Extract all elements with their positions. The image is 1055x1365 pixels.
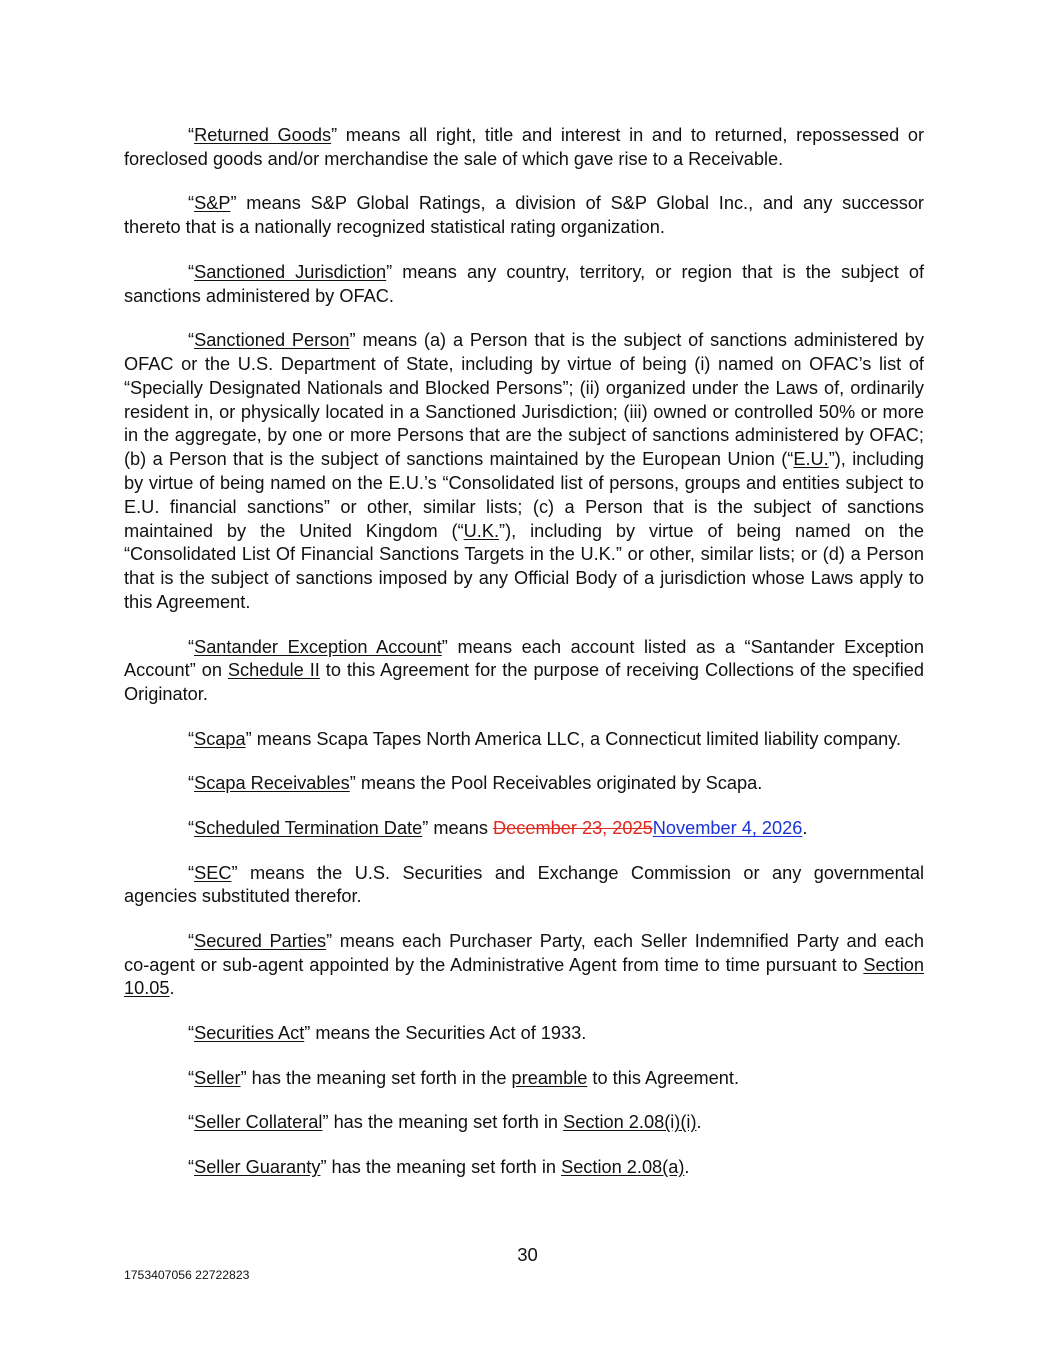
definition-seller	[124, 1067, 924, 1091]
document-body	[124, 124, 924, 1200]
close-quote: ”	[386, 261, 393, 282]
section-reference: Section 10.05	[124, 954, 924, 999]
page-number: 30	[517, 1244, 538, 1265]
open-quote: “	[188, 1112, 195, 1133]
definition-text: means Scapa Tapes North America LLC, a Connecticut limited liability company.	[251, 728, 902, 749]
definition-text: means each Purchaser Party, each Seller Indemnified Party and each co-agent or sub-agent appointed by the Administrative Agent from time to time pursuant to	[124, 930, 924, 975]
definition-sanctioned-person	[124, 329, 924, 615]
definition-text: .	[169, 978, 175, 999]
open-quote: “	[188, 728, 195, 749]
defined-term: Seller	[194, 1067, 241, 1088]
definition-text: has the meaning set forth in the	[246, 1067, 512, 1088]
definition-text: to this Agreement.	[587, 1067, 740, 1088]
defined-term: Scapa Receivables	[194, 773, 350, 794]
definition-seller-collateral	[124, 1111, 924, 1135]
open-quote: “	[188, 330, 195, 351]
close-quote: ”	[331, 125, 338, 145]
section-reference: Section 2.08(i)(i)	[563, 1112, 697, 1133]
close-quote: ”	[322, 1112, 329, 1133]
close-quote: ”	[240, 1067, 247, 1088]
defined-term: Returned Goods	[194, 125, 332, 145]
definition-text: means any country, territory, or region that is the subject of sanctions administered by OFAC.	[124, 261, 924, 306]
definition-text: has the meaning set forth in	[328, 1112, 564, 1133]
close-quote: ”	[231, 862, 238, 883]
definition-text: ”), including by virtue of being named on the “Consolidated List Of Financial Sanctions Targets in the U.K.” or other, similar lists; or (d) a Person that is the subject of sanctions imposed by any Official Body of a jurisdiction whose Laws apply to this Agreement.	[124, 520, 925, 612]
definition-text: has the meaning set forth in	[326, 1156, 562, 1177]
close-quote: ”	[326, 930, 333, 951]
defined-term: Sanctioned Jurisdiction	[194, 261, 387, 282]
definition-secured-parties	[124, 930, 924, 1001]
open-quote: “	[188, 193, 195, 214]
definition-securities-act	[124, 1022, 924, 1046]
close-quote: ”	[349, 330, 356, 351]
definition-seller-guaranty	[124, 1156, 924, 1180]
open-quote: “	[188, 773, 195, 794]
definition-scapa-receivables	[124, 772, 924, 796]
definition-sanctioned-jurisdiction	[124, 261, 924, 309]
open-quote: “	[188, 261, 195, 282]
defined-term: Scheduled Termination Date	[194, 817, 423, 838]
defined-term: Securities Act	[194, 1023, 305, 1044]
definition-scheduled-termination-date	[124, 817, 924, 841]
defined-term: Santander Exception Account	[194, 636, 442, 657]
definition-text: .	[802, 817, 808, 838]
preamble-reference: preamble	[511, 1067, 588, 1088]
open-quote: “	[188, 125, 195, 145]
definition-text: means each account listed as a “Santander Exception Account” on	[124, 636, 925, 681]
deleted-text: December 23, 2025	[493, 817, 653, 838]
inserted-text: November 4, 2026	[652, 817, 803, 838]
open-quote: “	[188, 1023, 195, 1044]
definition-text: means the Securities Act of 1933.	[310, 1023, 587, 1044]
definition-returned-goods	[124, 124, 924, 172]
defined-term: Sanctioned Person	[194, 330, 350, 351]
definition-santander-exception-account	[124, 636, 924, 707]
definition-sec	[124, 862, 924, 910]
definition-text: means (a) a Person that is the subject of sanctions administered by OFAC or the U.S. Department of State, including by virtue of being (i) named on OFAC’s list of “Specially Designated Nationals and Blocked Persons”; (ii) organized under the Laws of, ordinarily resident in, or physically located in a Sanctioned Jurisdiction; (iii) owned or controlled 50% or more in the aggregate, by one or more Persons that are the subject of sanctions administered by OFAC; (b) a Person that is the subject of sanctions maintained by the European Union (“	[124, 330, 924, 470]
document-id: 1753407056 22722823	[124, 1268, 250, 1282]
defined-term: S&P	[194, 193, 231, 214]
defined-term: Seller Collateral	[194, 1112, 323, 1133]
schedule-reference: Schedule II	[227, 660, 320, 681]
definition-text: means all right, title and interest in and to returned, repossessed or foreclosed goods and/or merchandise the sale of which gave rise to a Receivable.	[124, 125, 924, 169]
definition-text: .	[696, 1112, 702, 1133]
close-quote: ”	[304, 1023, 311, 1044]
open-quote: “	[188, 1156, 195, 1177]
open-quote: “	[188, 862, 195, 883]
close-quote: ”	[441, 636, 448, 657]
definition-text: means	[428, 817, 493, 838]
close-quote: ”	[230, 193, 237, 214]
defined-term: Seller Guaranty	[194, 1156, 321, 1177]
defined-term-inline: E.U.	[793, 449, 829, 470]
defined-term: Scapa	[194, 728, 246, 749]
close-quote: ”	[422, 817, 429, 838]
definition-text: ”), including by virtue of being named on the E.U.’s “Consolidated list of persons, groups and entities subject to E.U. financial sanctions” or other, similar lists; (c) a Person that is the subject of sanctions maintained by the United Kingdom (“	[124, 449, 924, 541]
definition-text: to this Agreement for the purpose of receiving Collections of the specified Originator.	[124, 660, 925, 705]
definition-text: means the Pool Receivables originated by Scapa.	[355, 773, 763, 794]
close-quote: ”	[349, 773, 356, 794]
definition-text: means S&P Global Ratings, a division of S&P Global Inc., and any successor thereto that is a nationally recognized statistical rating organization.	[124, 193, 924, 238]
definition-scapa	[124, 728, 924, 752]
open-quote: “	[188, 817, 195, 838]
defined-term: Secured Parties	[194, 930, 327, 951]
close-quote: ”	[320, 1156, 327, 1177]
defined-term: SEC	[194, 862, 232, 883]
open-quote: “	[188, 636, 195, 657]
section-reference: Section 2.08(a)	[561, 1156, 685, 1177]
definition-sp	[124, 192, 924, 240]
open-quote: “	[188, 1067, 195, 1088]
defined-term-inline: U.K.	[463, 520, 500, 541]
open-quote: “	[188, 930, 195, 951]
definition-text: .	[684, 1156, 690, 1177]
definition-text: means the U.S. Securities and Exchange Commission or any governmental agencies substituted therefor.	[124, 862, 924, 907]
close-quote: ”	[245, 728, 252, 749]
